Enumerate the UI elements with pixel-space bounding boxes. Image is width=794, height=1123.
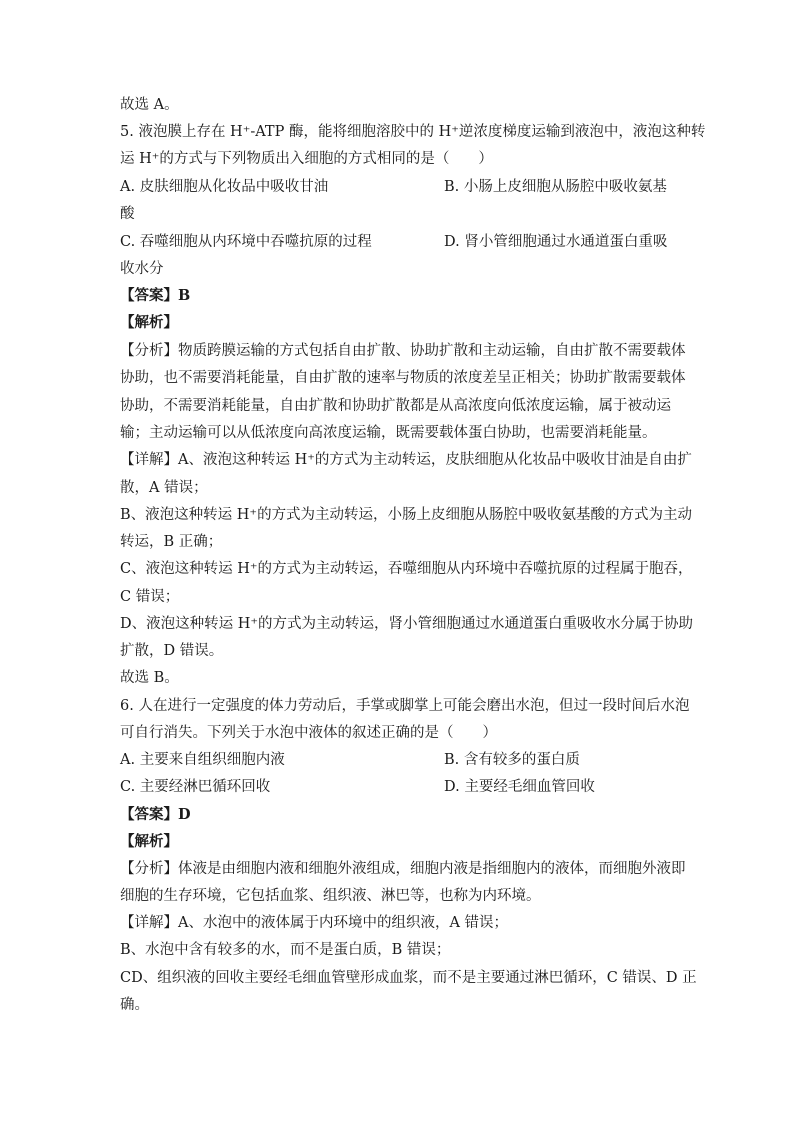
text-line: 故选 A。 <box>120 97 179 113</box>
question-5-stem: 5. 液泡膜上存在 H⁺-ATP 酶，能将细胞溶胶中的 H⁺逆浓度梯度运输到液泡中，液泡这种转 <box>120 124 706 140</box>
analysis-heading: 【解析】 <box>120 314 178 331</box>
analysis-text: 【分析】物质跨膜运输的方式包括自由扩散、协助扩散和主动运输，自由扩散不需要载体 <box>120 343 686 359</box>
question-5-stem: 运 H⁺的方式与下列物质出入细胞的方式相同的是（ ） <box>120 151 493 167</box>
detail-text: D、液泡这种转运 H⁺的方式为主动转运，肾小管细胞通过水通道蛋白重吸收水分属于协助 <box>120 616 694 632</box>
answer-label: 【答案】B <box>120 287 191 304</box>
option-c: C. 主要经淋巴循环回收 <box>120 779 271 795</box>
answer-label: 【答案】D <box>120 806 191 823</box>
option-a: A. 主要来自组织细胞内液 <box>120 752 285 768</box>
detail-text: CD、组织液的回收主要经毛细血管壁形成血浆，而不是主要通过淋巴循环，C 错误、D 正 <box>120 970 697 986</box>
option-b-continued: 酸 <box>120 206 135 222</box>
option-d-continued: 收水分 <box>120 261 164 277</box>
detail-text: B、液泡这种转运 H⁺的方式为主动转运，小肠上皮细胞从肠腔中吸收氨基酸的方式为主动 <box>120 507 693 523</box>
question-6-stem: 6. 人在进行一定强度的体力劳动后，手掌或脚掌上可能会磨出水泡，但过一段时间后水泡 <box>120 698 690 714</box>
option-b: B. 小肠上皮细胞从肠腔中吸收氨基 <box>444 179 667 195</box>
detail-text: B、水泡中含有较多的水，而不是蛋白质，B 错误； <box>120 942 451 958</box>
analysis-heading: 【解析】 <box>120 833 178 850</box>
text-line: 故选 B。 <box>120 670 179 686</box>
detail-text: 转运，B 正确； <box>120 534 223 550</box>
question-6-stem: 可自行消失。下列关于水泡中液体的叙述正确的是（ ） <box>120 725 497 741</box>
option-d: D. 肾小管细胞通过水通道蛋白重吸 <box>444 234 668 250</box>
analysis-text: 【分析】体液是由细胞内液和细胞外液组成，细胞内液是指细胞内的液体，而细胞外液即 <box>120 861 686 877</box>
detail-text: 【详解】A、水泡中的液体属于内环境中的组织液，A 错误； <box>120 915 509 931</box>
detail-text: 确。 <box>120 997 149 1013</box>
analysis-text: 细胞的生存环境，它包括血浆、组织液、淋巴等，也称为内环境。 <box>120 888 541 904</box>
detail-text: C、液泡这种转运 H⁺的方式为主动转运，吞噬细胞从内环境中吞噬抗原的过程属于胞吞， <box>120 561 693 577</box>
detail-text: 【详解】A、液泡这种转运 H⁺的方式为主动转运，皮肤细胞从化妆品中吸收甘油是自由扩 <box>120 452 692 468</box>
analysis-text: 协助，也不需要消耗能量，自由扩散的速率与物质的浓度差呈正相关；协助扩散需要载体 <box>120 370 686 386</box>
option-a: A. 皮肤细胞从化妆品中吸收甘油 <box>120 179 329 195</box>
analysis-text: 输；主动运输可以从低浓度向高浓度运输，既需要载体蛋白协助，也需要消耗能量。 <box>120 425 657 441</box>
option-c: C. 吞噬细胞从内环境中吞噬抗原的过程 <box>120 234 372 250</box>
analysis-text: 协助，不需要消耗能量，自由扩散和协助扩散都是从高浓度向低浓度运输，属于被动运 <box>120 398 671 414</box>
option-b: B. 含有较多的蛋白质 <box>444 752 580 768</box>
detail-text: C 错误； <box>120 589 180 605</box>
detail-text: 散，A 错误； <box>120 480 208 496</box>
option-d: D. 主要经毛细血管回收 <box>444 779 595 795</box>
detail-text: 扩散，D 错误。 <box>120 643 224 659</box>
